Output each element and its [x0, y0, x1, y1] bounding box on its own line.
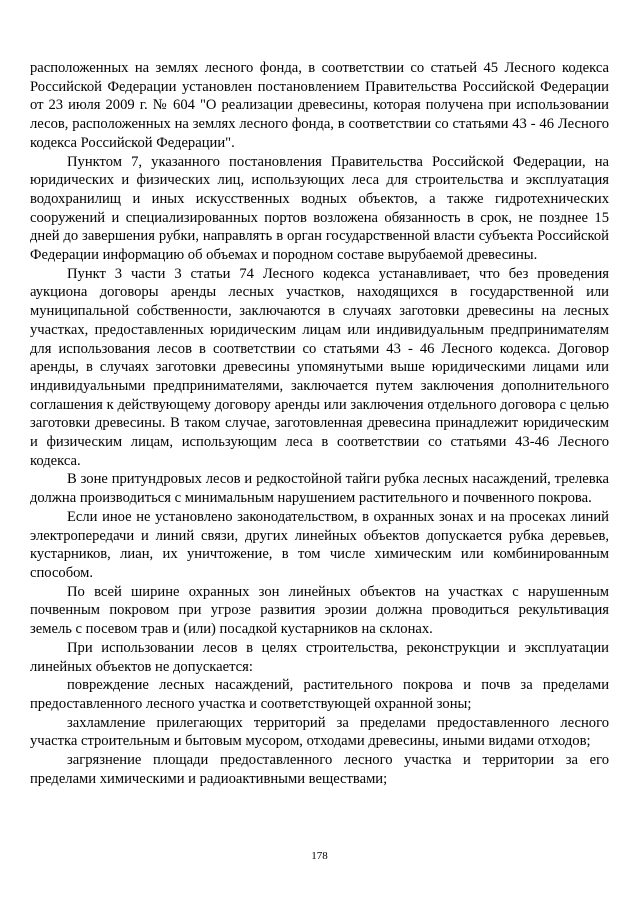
- paragraph-2: Пунктом 7, указанного постановления Правительства Российской Федерации, на юридических и физических лиц, использующих леса для строительства и эксплуатация водохранилищ и иных искусственных водных объектов, а также гидротехнических сооружений и специализированных портов возложена обязанность в срок, не позднее 15 дней до завершения рубки, направлять в орган государственной власти субъекта Российской Федерации информацию об объемах и породном составе вырубаемой древесины.: [30, 153, 609, 264]
- paragraph-8: повреждение лесных насаждений, растительного покрова и почв за пределами предоставленного лесного участка и соответствующей охранной зоны;: [30, 677, 609, 712]
- paragraph-4: В зоне притундровых лесов и редкостойной тайги рубка лесных насаждений, трелевка должна производиться с минимальным нарушением растительного и почвенного покрова.: [30, 471, 609, 507]
- paragraph-6: По всей ширине охранных зон линейных объектов на участках с нарушенным почвенным покровом при угрозе развития эрозии должна проводиться рекультивация земель с посевом трав и (или) посадкой кустарников на склонах.: [30, 583, 609, 638]
- paragraph-7: При использовании лесов в целях строительства, реконструкции и эксплуатации линейных объектов не допускается:: [30, 639, 609, 675]
- paragraph-9: захламление прилегающих территорий за пределами предоставленного лесного участка строительным и бытовым мусором, отходами древесины, иными видами отходов;: [30, 714, 609, 750]
- paragraph-1: расположенных на землях лесного фонда, в соответствии со статьей 45 Лесного кодекса Российской Федерации установлен постановлением Правительства Российской Федерации от 23 июля 2009 г. № 604 "О реализации древесины, которая получена при использовании лесов, расположенных на землях лесного фонда, в соответствии со статьями 43 - 46 Лесного кодекса Российской Федерации".: [30, 60, 609, 151]
- paragraph-10: загрязнение площади предоставленного лесного участка и территории за его пределами химическими и радиоактивными веществами;: [30, 752, 609, 787]
- paragraph-3: Пункт 3 части 3 статьи 74 Лесного кодекса устанавливает, что без проведения аукциона договоры аренды лесных участков, находящихся в государственной или муниципальной собственности, заключаются в случаях заготовки древесины на лесных участках, предоставленных юридическим лицам или индивидуальным предпринимателям для использования лесов в соответствии со статьями 43 - 46 Лесного кодекса. Договор аренды, в случаях заготовки древесины упомянутыми выше юридическими лицами или индивидуальными предпринимателями, заключается путем заключения дополнительного соглашения к действующему договору аренды или заключения отдельного договора с целью заготовки древесины. В таком случае, заготовленная древесина принадлежит юридическим и физическим лицам, использующим леса в соответствии со статьями 43-46 Лесного кодекса.: [30, 265, 609, 469]
- page-number: 178: [311, 850, 328, 862]
- document-body: [30, 59, 609, 788]
- paragraph-5: Если иное не установлено законодательством, в охранных зонах и на просеках линий электропередачи и линий связи, других линейных объектов допускается рубка деревьев, кустарников, лиан, их уничтожение, в том числе химическим или комбинированным способом.: [30, 508, 609, 581]
